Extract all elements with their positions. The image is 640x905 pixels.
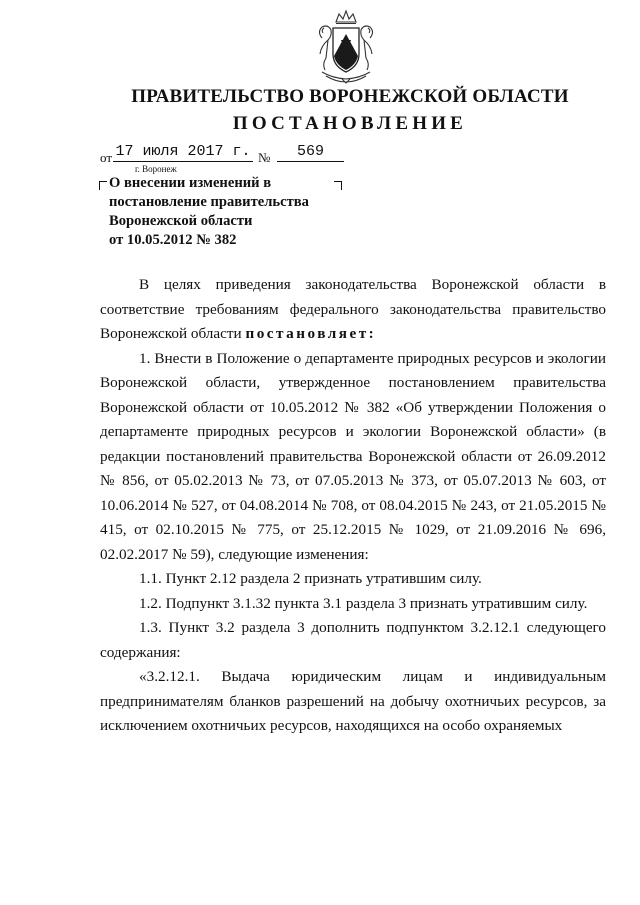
subject-line: Воронежской области bbox=[109, 213, 253, 229]
clause-1: 1. Внести в Положение о департаменте природных ресурсов и экологии Воронежской области, утвержденное постановлением правительства Воронежской области от 10.05.2012 № 382 «Об утверждении Положения о департаменте природных ресурсов и экологии Воронежской области» (в редакции постановлений правительства Воронежской области от 26.09.2012 № 856, от 05.02.2013 № 73, от 07.05.2013 № 373, от 05.07.2013 № 603, от 10.06.2014 № 527, от 04.08.2014 № 708, от 08.04.2015 № 243, от 21.05.2015 № 415, от 02.10.2015 № 775, от 25.12.2015 № 1029, от 21.09.2016 № 696, 02.02.2017 № 59), следующие изменения: bbox=[100, 349, 606, 563]
document-number: 569 bbox=[277, 143, 344, 162]
document-date: 17 июля 2017 г. bbox=[113, 143, 253, 162]
clause-1-1: 1.1. Пункт 2.12 раздела 2 признать утратившим силу. bbox=[139, 570, 482, 587]
intro-text: В целях приведения законодательства Воронежской области в соответствие требованиям федерального законодательства правительство Воронежской области bbox=[100, 276, 606, 342]
subject-line: от 10.05.2012 № 382 bbox=[109, 232, 237, 248]
quoted-clause-3-2-12-1: «3.2.12.1. Выдача юридическим лицам и индивидуальным предпринимателям бланков разрешений на добычу охотничьих ресурсов, за исключением охотничьих ресурсов, находящихся на особо охраняемых bbox=[100, 668, 606, 734]
intro-paragraph bbox=[100, 273, 606, 347]
clause-1-3: 1.3. Пункт 3.2 раздела 3 дополнить подпунктом 3.2.12.1 следующего содержания: bbox=[100, 619, 606, 661]
subject-bracket-left bbox=[99, 181, 107, 190]
document-body bbox=[100, 273, 606, 739]
number-sign-label: № bbox=[258, 150, 271, 165]
document-type-title: ПОСТАНОВЛЕНИЕ bbox=[232, 113, 468, 134]
subject-line: постановление правительства bbox=[109, 194, 309, 210]
document-subject bbox=[109, 174, 339, 250]
city-label: г. Воронеж bbox=[135, 164, 177, 174]
coat-of-arms-emblem bbox=[312, 8, 380, 84]
government-title: ПРАВИТЕЛЬСТВО ВОРОНЕЖСКОЙ ОБЛАСТИ bbox=[131, 86, 569, 107]
resolves-keyword: постановляет: bbox=[245, 325, 377, 342]
date-prefix-label: от bbox=[100, 150, 113, 165]
clause-1-2: 1.2. Подпункт 3.1.32 пункта 3.1 раздела 3 признать утратившим силу. bbox=[139, 594, 588, 612]
subject-line: О внесении изменений в bbox=[109, 175, 272, 191]
